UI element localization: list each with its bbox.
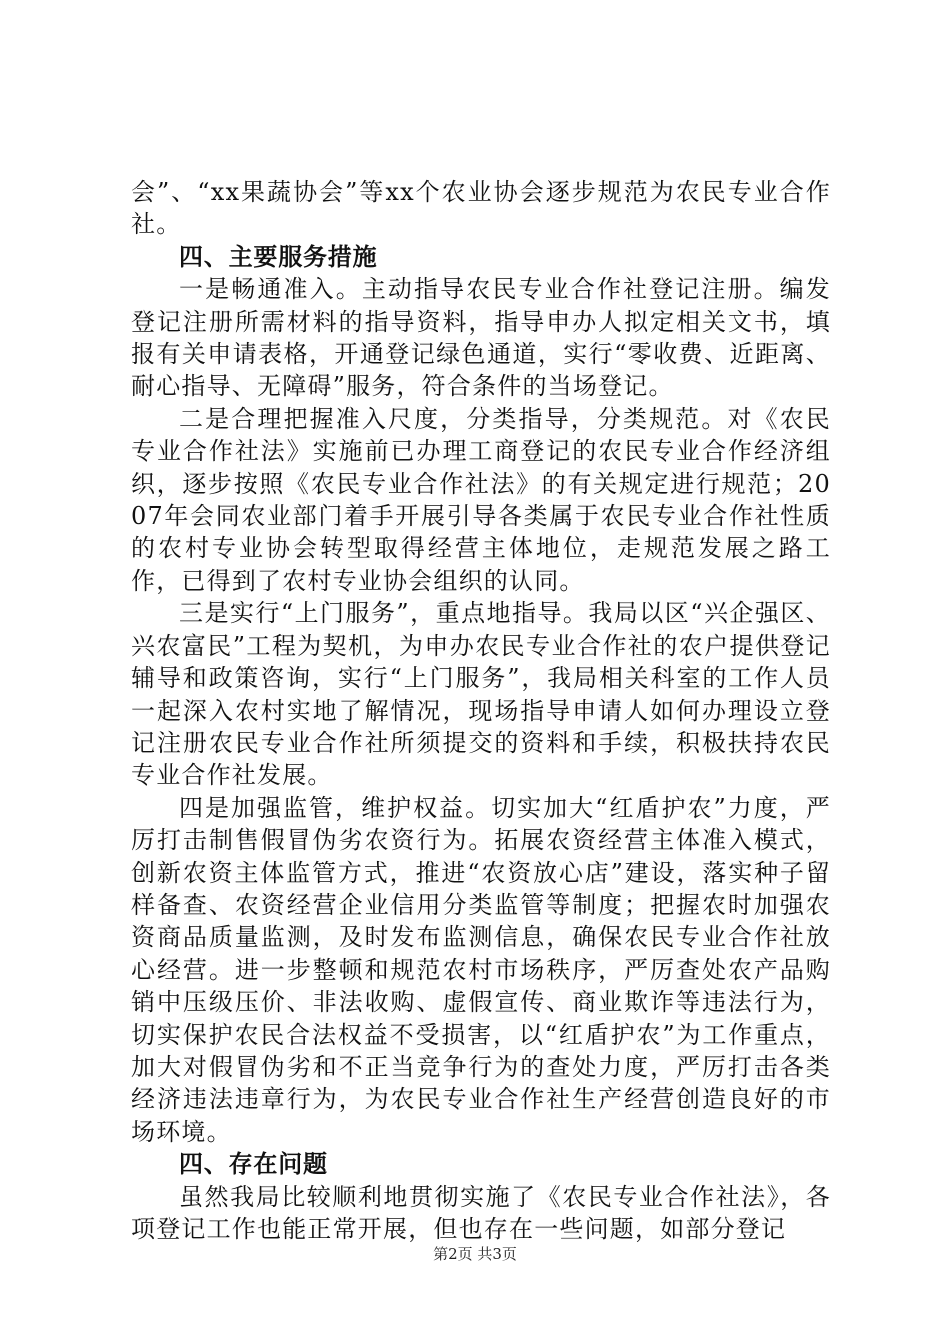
- page-footer: 第2页 共3页: [433, 1245, 517, 1263]
- paragraph-problems: 虽然我局比较顺利地贯彻实施了《农民专业合作社法》，各项登记工作也能正常开展，但也存在一些问题，如部分登记: [131, 1182, 831, 1243]
- paragraph-measure-1: 一是畅通准入。主动指导农民专业合作社登记注册。编发登记注册所需材料的指导资料，指导申办人拟定相关文书，填报有关申请表格，开通登记绿色通道，实行“零收费、近距离、耐心指导、无障碍”服务，符合条件的当场登记。: [131, 275, 831, 401]
- paragraph-continuation: 会”、“xx果蔬协会”等xx个农业协会逐步规范为农民专业合作社。: [131, 178, 831, 239]
- section-heading-problems: 四、存在问题: [179, 1150, 328, 1179]
- paragraph-measure-3: 三是实行“上门服务”，重点地指导。我局以区“兴企强区、兴农富民”工程为契机，为申办农民专业合作社的农户提供登记辅导和政策咨询，实行“上门服务”，我局相关科室的工作人员一起深入农村实地了解情况，现场指导申请人如何办理设立登记注册农民专业合作社所须提交的资料和手续，积极扶持农民专业合作社发展。: [131, 599, 831, 790]
- paragraph-measure-2: 二是合理把握准入尺度，分类指导，分类规范。对《农民专业合作社法》实施前已办理工商登记的农民专业合作经济组织，逐步按照《农民专业合作社法》的有关规定进行规范；2007年会同农业部门着手开展引导各类属于农民专业合作社性质的农村专业协会转型取得经营主体地位，走规范发展之路工作，已得到了农村专业协会组织的认同。: [131, 404, 831, 595]
- paragraph-measure-4: 四是加强监管，维护权益。切实加大“红盾护农”力度，严厉打击制售假冒伪劣农资行为。拓展农资经营主体准入模式，创新农资主体监管方式，推进“农资放心店”建设，落实种子留样备查、农资经营企业信用分类监管等制度；把握农时加强农资商品质量监测，及时发布监测信息，确保农民专业合作社放心经营。进一步整顿和规范农村市场秩序，严厉查处农产品购销中压级压价、非法收购、虚假宣传、商业欺诈等违法行为，切实保护农民合法权益不受损害，以“红盾护农”为工作重点，加大对假冒伪劣和不正当竞争行为的查处力度，严厉打击各类经济违法违章行为，为农民专业合作社生产经营创造良好的市场环境。: [131, 793, 831, 1146]
- section-heading-main-measures: 四、主要服务措施: [179, 242, 378, 271]
- document-body: [131, 176, 831, 1245]
